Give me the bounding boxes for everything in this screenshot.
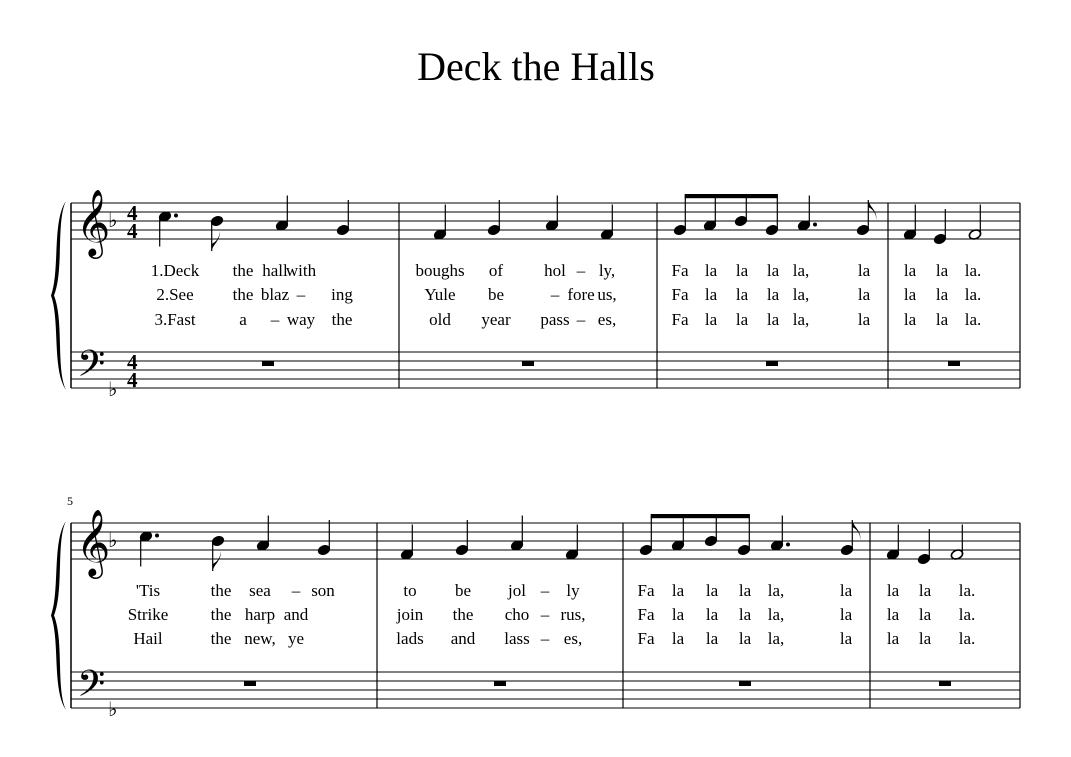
lyric-syllable: hol	[544, 261, 566, 280]
lyric-syllable: new,	[244, 629, 276, 648]
lyric-syllable: la	[857, 310, 871, 329]
lyric-syllable: la.	[964, 285, 982, 304]
note-beam	[651, 514, 750, 518]
system-brace	[51, 521, 66, 710]
whole-rest	[939, 681, 951, 686]
time-signature-top: 4	[127, 201, 138, 225]
systems	[51, 190, 1020, 721]
system	[51, 190, 1020, 401]
lyric-syllable: la	[903, 285, 917, 304]
lyric-syllable: la.	[958, 629, 976, 648]
lyric-syllable: be	[487, 285, 505, 304]
augmentation-dot	[813, 223, 817, 227]
lyric-syllable: with	[285, 261, 317, 280]
lyric-syllable: fore	[567, 285, 595, 304]
lyric-syllable: lads	[396, 629, 424, 648]
lyric-hyphen: –	[576, 261, 586, 280]
lyric-syllable: Fa	[671, 310, 689, 329]
lyric-syllable: ing	[331, 285, 353, 304]
lyric-syllable: be	[454, 581, 472, 600]
lyric-syllable: la	[671, 581, 685, 600]
bass-clef-icon: 𝄢	[77, 664, 106, 713]
lyric-hyphen: –	[576, 310, 586, 329]
whole-rest	[948, 361, 960, 366]
lyric-syllable: 'Tis	[135, 581, 161, 600]
lyric-syllable: la	[918, 605, 932, 624]
lyric-syllable: 3.Fast	[154, 310, 196, 329]
lyric-syllable: la	[886, 605, 900, 624]
lyric-syllable: la	[935, 261, 949, 280]
bass-clef-icon: 𝄢	[77, 344, 106, 393]
whole-rest	[766, 361, 778, 366]
lyric-syllable: rus,	[560, 605, 586, 624]
lyric-hyphen: –	[270, 310, 280, 329]
time-signature-top: 4	[127, 350, 138, 374]
lyric-syllable: la.	[958, 581, 976, 600]
whole-rest	[244, 681, 256, 686]
treble-clef-icon: 𝄞	[76, 190, 111, 255]
lyric-syllable: Fa	[637, 605, 655, 624]
lyric-syllable: la	[704, 261, 718, 280]
lyric-syllable: hall	[262, 261, 288, 280]
score-title: Deck the Halls	[417, 44, 655, 89]
lyric-syllable: the	[331, 310, 353, 329]
lyric-syllable: ye	[287, 629, 305, 648]
lyric-syllable: la	[735, 285, 749, 304]
augmentation-dot	[786, 543, 790, 547]
whole-rest	[262, 361, 274, 366]
lyric-syllable: join	[396, 605, 424, 624]
lyric-syllable: la,	[792, 285, 810, 304]
lyric-syllable: year	[481, 310, 511, 329]
lyric-syllable: la	[704, 310, 718, 329]
lyric-syllable: la	[918, 581, 932, 600]
lyric-syllable: harp	[244, 605, 276, 624]
lyric-syllable: la	[705, 605, 719, 624]
augmentation-dot	[174, 214, 178, 218]
lyric-hyphen: –	[540, 605, 550, 624]
lyric-hyphen: –	[291, 581, 301, 600]
system-brace	[51, 201, 66, 390]
lyric-hyphen: –	[540, 629, 550, 648]
lyric-syllable: and	[283, 605, 309, 624]
flat-icon: ♭	[108, 379, 118, 401]
lyric-syllable: la	[935, 310, 949, 329]
lyric-syllable: la	[735, 310, 749, 329]
lyric-syllable: 1.Deck	[150, 261, 200, 280]
lyric-syllable: la	[886, 581, 900, 600]
lyric-syllable: la	[857, 261, 871, 280]
lyric-syllable: the	[232, 285, 254, 304]
lyric-syllable: la	[935, 285, 949, 304]
lyric-syllable: the	[452, 605, 474, 624]
whole-rest	[494, 681, 506, 686]
lyric-syllable: la	[738, 581, 752, 600]
eighth-flag	[213, 551, 221, 571]
lyric-syllable: a	[239, 310, 247, 329]
lyric-syllable: to	[403, 581, 417, 600]
lyric-syllable: old	[429, 310, 451, 329]
lyric-syllable: and	[450, 629, 476, 648]
lyric-syllable: ly,	[598, 261, 616, 280]
lyric-syllable: cho	[504, 605, 530, 624]
lyric-syllable: la.	[958, 605, 976, 624]
treble-clef-icon: 𝄞	[76, 510, 111, 575]
lyric-syllable: la.	[964, 310, 982, 329]
lyric-syllable: la,	[767, 629, 785, 648]
lyric-syllable: the	[210, 629, 232, 648]
lyric-syllable: la	[671, 629, 685, 648]
lyric-syllable: Fa	[637, 629, 655, 648]
lyric-syllable: la	[738, 605, 752, 624]
measure-number: 5	[67, 494, 73, 508]
lyric-syllable: la,	[767, 605, 785, 624]
lyric-syllable: la	[671, 605, 685, 624]
lyric-syllable: la	[735, 261, 749, 280]
lyric-syllable: Fa	[671, 285, 689, 304]
lyric-hyphen: –	[550, 285, 560, 304]
eighth-flag	[212, 231, 220, 251]
lyric-syllable: boughs	[415, 261, 465, 280]
lyric-syllable: Hail	[133, 629, 163, 648]
lyric-syllable: 2.See	[156, 285, 194, 304]
lyric-syllable: lass	[504, 629, 530, 648]
lyric-syllable: la,	[767, 581, 785, 600]
lyric-syllable: la	[705, 629, 719, 648]
lyric-syllable: es,	[563, 629, 583, 648]
lyric-syllable: blaz	[260, 285, 290, 304]
lyric-syllable: la	[766, 285, 780, 304]
lyric-syllable: es,	[597, 310, 617, 329]
lyric-syllable: la	[839, 605, 853, 624]
lyric-syllable: the	[210, 605, 232, 624]
lyric-syllable: la,	[792, 310, 810, 329]
lyric-syllable: la,	[792, 261, 810, 280]
flat-icon: ♭	[108, 530, 118, 552]
lyric-syllable: ly	[566, 581, 580, 600]
lyric-syllable: jol	[508, 581, 526, 600]
lyric-syllable: son	[311, 581, 335, 600]
lyric-syllable: la	[704, 285, 718, 304]
lyric-syllable: Fa	[671, 261, 689, 280]
note-beam	[685, 194, 778, 198]
flat-icon: ♭	[108, 699, 118, 721]
lyric-syllable: way	[286, 310, 316, 329]
lyric-syllable: Fa	[637, 581, 655, 600]
lyric-syllable: of	[488, 261, 504, 280]
lyric-syllable: la	[918, 629, 932, 648]
lyric-syllable: la	[738, 629, 752, 648]
lyric-syllable: la	[705, 581, 719, 600]
system	[51, 494, 1020, 721]
lyric-syllable: la	[766, 310, 780, 329]
lyric-syllable: us,	[597, 285, 617, 304]
lyric-syllable: the	[210, 581, 232, 600]
lyric-syllable: la.	[964, 261, 982, 280]
lyric-syllable: la	[766, 261, 780, 280]
whole-rest	[739, 681, 751, 686]
lyric-hyphen: –	[296, 285, 306, 304]
lyric-syllable: sea	[249, 581, 271, 600]
time-signature-bottom: 4	[127, 219, 138, 243]
time-signature-bottom: 4	[127, 368, 138, 392]
lyric-syllable: pass	[540, 310, 570, 329]
whole-rest	[522, 361, 534, 366]
lyric-syllable: la	[886, 629, 900, 648]
lyric-syllable: la	[857, 285, 871, 304]
lyric-syllable: la	[839, 581, 853, 600]
augmentation-dot	[155, 534, 159, 538]
lyric-hyphen: –	[540, 581, 550, 600]
lyric-syllable: the	[232, 261, 254, 280]
lyric-syllable: Yule	[424, 285, 456, 304]
lyric-syllable: la	[839, 629, 853, 648]
flat-icon: ♭	[108, 210, 118, 232]
lyric-syllable: Strike	[127, 605, 169, 624]
lyric-syllable: la	[903, 310, 917, 329]
lyric-syllable: la	[903, 261, 917, 280]
